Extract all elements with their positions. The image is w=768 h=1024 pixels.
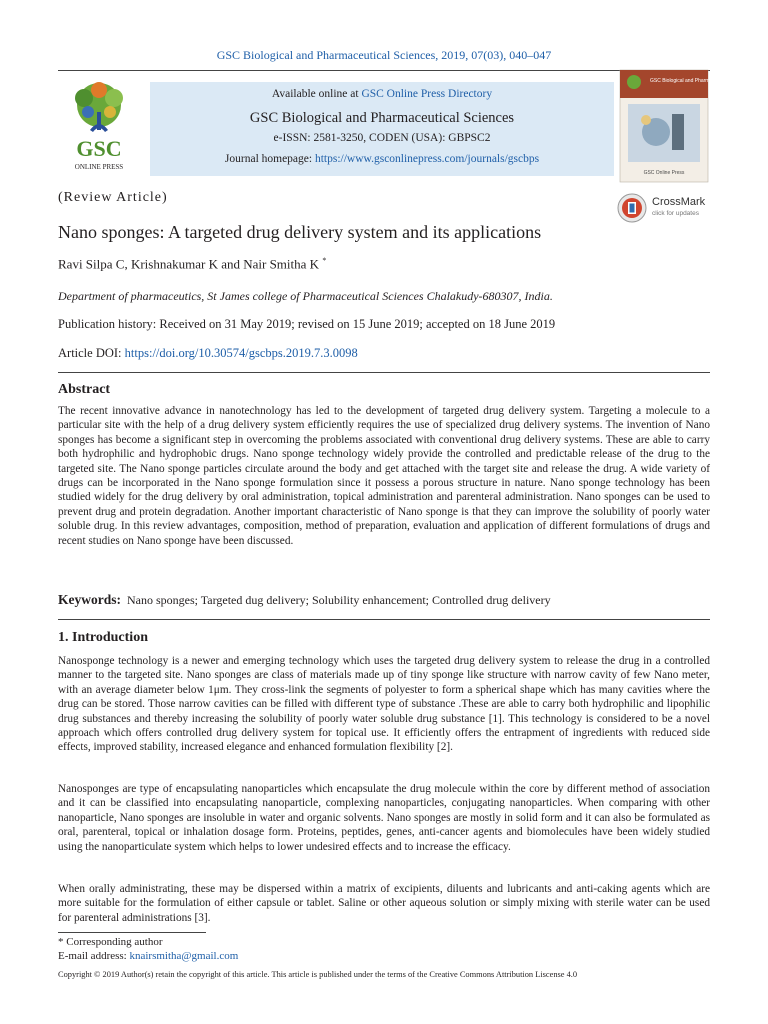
keywords-label: Keywords: [58, 592, 121, 607]
intro-paragraph: Nanosponges are type of encapsulating nanoparticles which encapsulate the drug molecule within the core by different method of association and it can be classified into encapsulating nanoparticle, complexing nanoparticles, conjugating nanoparticles. When comparing with other nanoparticle, Nano sponges are insoluble in water and organic solvents. Nano sponges are mostly in solid form and it can also be formulated as oral, parenteral, topical or inhalation dosage form. Proteins, peptides, genes, anti-cancer agents and biomolecules have been widely studied using the nanoparticulate system which helps to lower undesired effects and to increase the efficacy. [58, 783, 710, 853]
crossmark-badge[interactable] [617, 192, 709, 224]
publication-history: Publication history: Received on 31 May 2019; revised on 15 June 2019; accepted on 18 June 2019 [58, 317, 556, 331]
logo-text: GSC [76, 136, 122, 161]
article-title: Nano sponges: A targeted drug delivery system and its applications [58, 222, 542, 242]
intro-paragraph: When orally administrating, these may be dispersed within a matrix of excipients, diluents and lubricants and anti-caking agents which are more suitable for the formulation of either capsule or tablet. Saline or other aqueous solution or simply mixing with sterile water can be used for parenteral administrations [3]. [58, 883, 710, 924]
cover-footer: GSC Online Press [643, 170, 685, 176]
cover-title: GSC Biological and Pharmaceutical Sciences [650, 78, 751, 84]
email-label: E-mail address: [58, 950, 127, 962]
crossmark-icon [617, 193, 647, 223]
corresponding-mark: * [322, 256, 327, 265]
authors-text: Ravi Silpa C, Krishnakumar K and Nair Smitha K [58, 256, 320, 272]
email-line [58, 950, 238, 962]
availability-line [150, 88, 614, 100]
email-link[interactable]: knairsmitha@gmail.com [129, 950, 239, 962]
corresponding-author-note: * Corresponding author [58, 936, 163, 948]
homepage-label: Journal homepage: [224, 153, 313, 165]
doi-label: Article DOI: [58, 346, 122, 360]
running-head: GSC Biological and Pharmaceutical Sciences, 2019, 07(03), 040–047 [216, 48, 552, 62]
introduction-heading: 1. Introduction [58, 630, 148, 645]
journal-issn: e-ISSN: 2581-3250, CODEN (USA): GBPSC2 [273, 132, 491, 144]
section-divider [58, 619, 710, 620]
keywords-text: Nano sponges; Targeted dug delivery; Solubility enhancement; Controlled drug delivery [127, 593, 551, 607]
affiliation: Department of pharmaceutics, St James college of Pharmaceutical Sciences Chalakudy-680307, India. [58, 289, 553, 303]
doi-link[interactable]: https://doi.org/10.30574/gscbps.2019.7.3.0098 [124, 346, 358, 360]
footnote-divider [58, 932, 206, 933]
article-type-label: (Review Article) [58, 190, 168, 205]
crossmark-subtext: click for updates [652, 210, 699, 217]
intro-paragraph: Nanosponge technology is a newer and emerging technology which uses the targeted drug delivery system to release the drug in a controlled manner to the targeted site. Nano sponges are class of materials made up of tiny sponge like structure with narrow cavity of few Nano meter, with an average diameter below 1μm. They cross-link the segments of polyester to form a spherical shape which has many cavities where the drug can be stored. Those narrow cavities can be filled with different type of substance .These are able to carry both hydrophilic and lipophilic drug substances and thereby increasing the solubility of poorly water soluble drug substance [1]. This technology is considered to be a novel approach which offers controlled drug delivery system for topical use. It efficiently offers the entrapment of ingredients with reduced side effects, improved stability, increased elegance and enhanced formulation flexibility [2]. [58, 655, 710, 754]
crossmark-label: CrossMark [652, 196, 706, 208]
logo-subtext: ONLINE PRESS [74, 163, 124, 171]
keywords [58, 592, 551, 608]
journal-masthead [150, 82, 614, 176]
abstract-text: The recent innovative advance in nanotechnology has led to the development of targeted drug delivery system. Targeting a molecule to a particular site with the help of a drug delivery system efficiently requires the use of specialized drug delivery systems. The invention of Nano sponges has become a significant step in overcoming the problems associated with conventional drug delivery systems. These are able to carry both hydrophilic and hydrophobic drugs. Nano sponge technology widely provide the controlled and predictable release of the drug to the targeted site. The Nano sponge particles circulate around the body and get attached with the target site and release the drug. A wide variety of drugs can be incorporated in the Nano sponge formulation since it possess a porous structure in nature. Nano sponge technology has been studied widely for the drug delivery by oral administration, topical administration and parenteral administration. Nano sponges can be used to prevent drug and protein degradation. Another important characteristic of Nano sponge is that they can improve the solubility of poorly water soluble drug. In this review advantages, composition, method of preparation, evaluation and application of different formulations of drugs and recent studies on Nano sponge have been discussed. [58, 405, 710, 547]
tree-icon [75, 82, 123, 132]
header-divider [58, 70, 710, 71]
copyright-notice: Copyright © 2019 Author(s) retain the copyright of this article. This article is published under the terms of the Creative Commons Attribution Liscense 4.0 [58, 970, 578, 979]
press-directory-link[interactable]: GSC Online Press Directory [361, 88, 493, 100]
author-list [58, 256, 326, 272]
abstract-heading: Abstract [58, 382, 111, 397]
journal-name: GSC Biological and Pharmaceutical Sciences [249, 110, 515, 126]
gsc-logo [60, 78, 138, 174]
article-doi [58, 346, 358, 361]
homepage-link[interactable]: https://www.gsconlinepress.com/journals/gscbps [314, 153, 540, 165]
homepage-line [150, 153, 614, 165]
section-divider [58, 372, 710, 373]
journal-cover [620, 70, 751, 182]
availability-prefix: Available online at [271, 88, 359, 100]
